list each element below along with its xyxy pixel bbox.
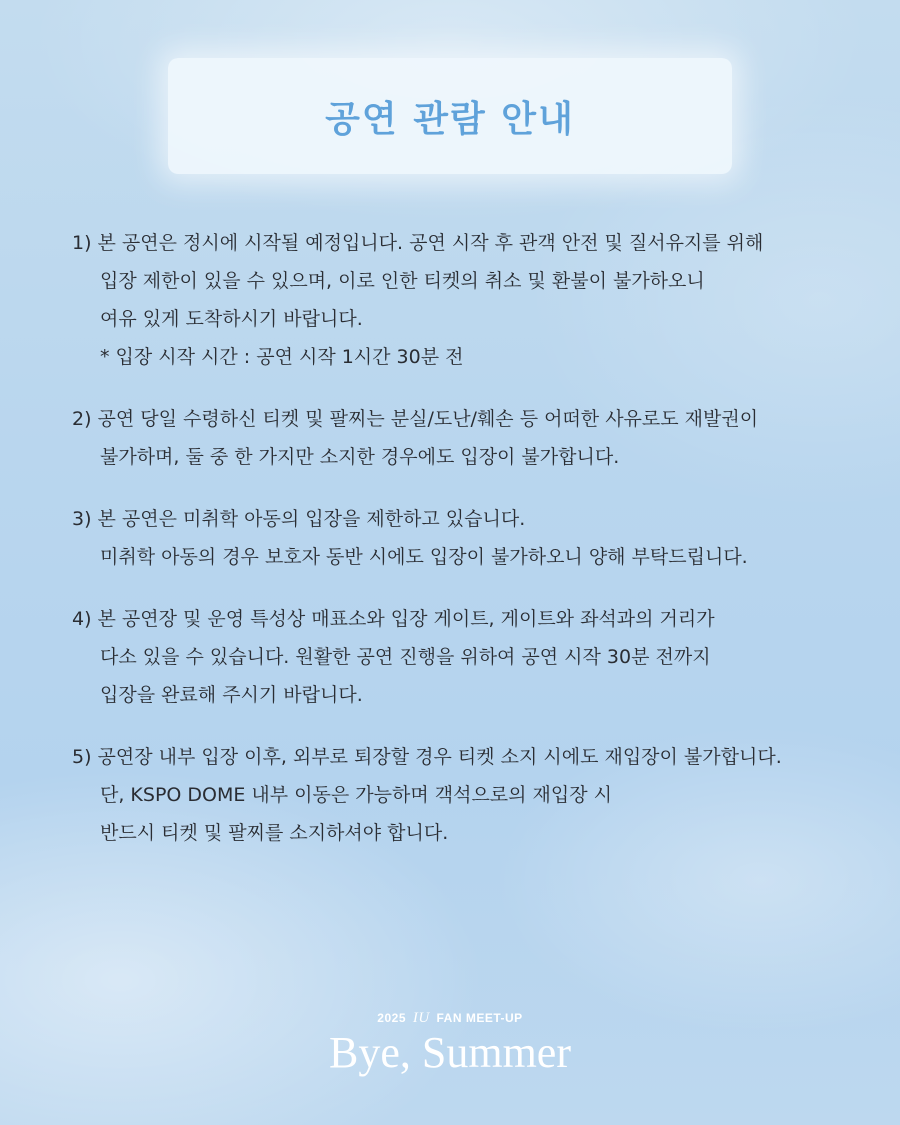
event-year: 2025	[377, 1011, 406, 1025]
notice-line: 다소 있을 수 있습니다. 원활한 공연 진행을 위하여 공연 시작 30분 전까지	[100, 646, 711, 668]
notice-item-3	[72, 500, 842, 576]
notice-line: 불가하며, 둘 중 한 가지만 소지한 경우에도 입장이 불가합니다.	[100, 446, 620, 468]
notice-line: 5) 공연장 내부 입장 이후, 외부로 퇴장할 경우 티켓 소지 시에도 재입장이 불가합니다.	[72, 746, 782, 768]
notice-list	[72, 224, 842, 876]
notice-line: 입장을 완료해 주시기 바랍니다.	[100, 684, 363, 706]
notice-item-2	[72, 400, 842, 476]
event-type: FAN MEET-UP	[436, 1011, 523, 1025]
event-subtitle	[0, 1010, 900, 1027]
event-title: Bye, Summer	[329, 1028, 571, 1077]
artist-logo: IU	[412, 1010, 430, 1026]
page-title: 공연 관람 안내	[325, 98, 575, 140]
notice-line: 미취학 아동의 경우 보호자 동반 시에도 입장이 불가하오니 양해 부탁드립니다.	[100, 546, 748, 568]
event-logo	[0, 1010, 900, 1077]
notice-line: 입장 제한이 있을 수 있으며, 이로 인한 티켓의 취소 및 환불이 불가하오니	[100, 270, 705, 292]
notice-line: 3) 본 공연은 미취학 아동의 입장을 제한하고 있습니다.	[72, 508, 526, 530]
notice-line: 반드시 티켓 및 팔찌를 소지하셔야 합니다.	[100, 822, 449, 844]
notice-line: 2) 공연 당일 수령하신 티켓 및 팔찌는 분실/도난/훼손 등 어떠한 사유로도 재발권이	[72, 408, 759, 430]
notice-line: 단, KSPO DOME 내부 이동은 가능하며 객석으로의 재입장 시	[100, 784, 612, 806]
notice-line: 4) 본 공연장 및 운영 특성상 매표소와 입장 게이트, 게이트와 좌석과의 거리가	[72, 608, 715, 630]
notice-item-4	[72, 600, 842, 714]
notice-line: * 입장 시작 시간 : 공연 시작 1시간 30분 전	[100, 346, 464, 368]
title-box	[168, 58, 732, 174]
notice-item-1	[72, 224, 842, 376]
notice-item-5	[72, 738, 842, 852]
notice-line: 1) 본 공연은 정시에 시작될 예정입니다. 공연 시작 후 관객 안전 및 질서유지를 위해	[72, 232, 764, 254]
notice-line: 여유 있게 도착하시기 바랍니다.	[100, 308, 363, 330]
